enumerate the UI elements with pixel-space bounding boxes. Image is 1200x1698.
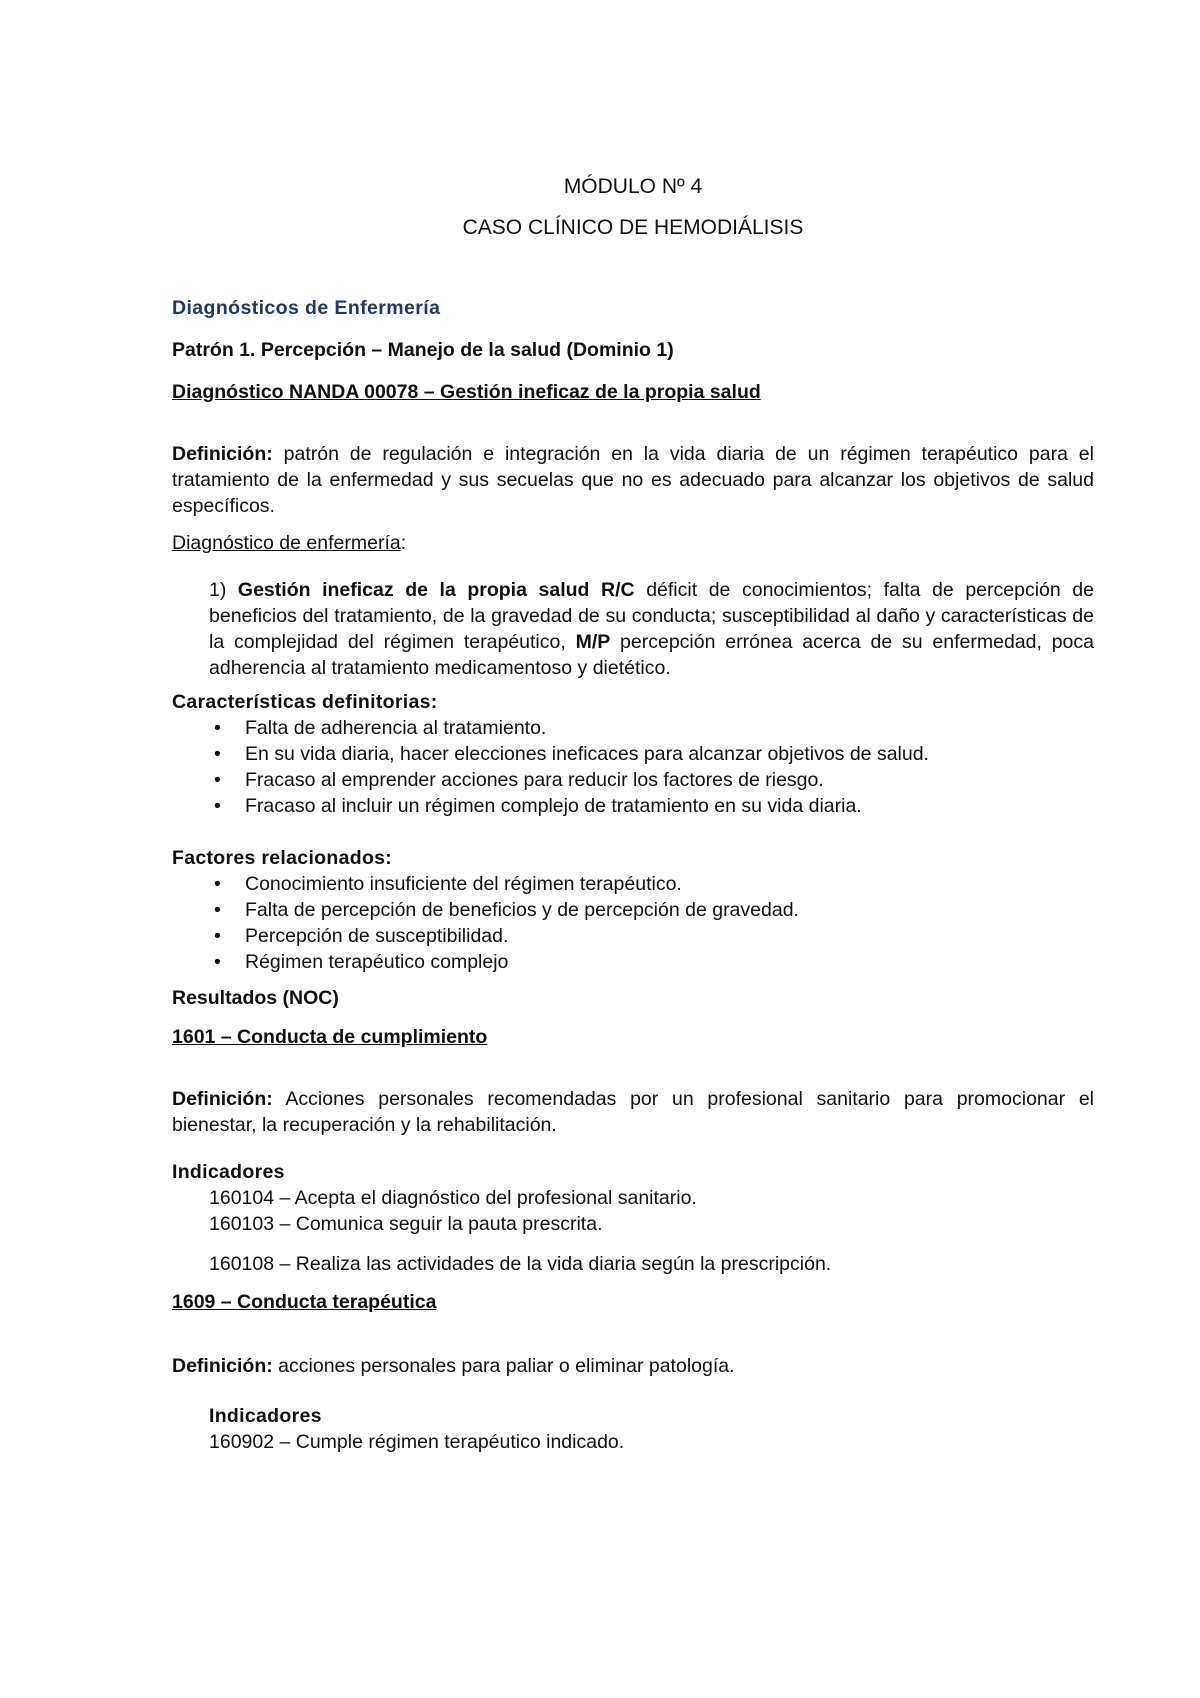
definition-text: patrón de regulación e integración en la vida diaria de un régimen terapéutico para el tratamiento de la enfermedad y sus secuelas que no es adecuado para alcanzar los objetivos de salud específicos. <box>172 443 1094 517</box>
list-item: • En su vida diaria, hacer elecciones ineficaces para alcanzar objetivos de salud. <box>214 743 929 765</box>
nursing-diagnosis-label: Diagnóstico de enfermería <box>172 532 401 554</box>
list-item: • Régimen terapéutico complejo <box>214 951 509 973</box>
noc1-definition <box>172 1086 1094 1138</box>
list-item: • Fracaso al incluir un régimen complejo de tratamiento en su vida diaria. <box>214 795 862 817</box>
bullet-icon: • <box>214 951 221 973</box>
definition-label: Definición: <box>172 443 273 465</box>
noc1-indicators-heading: Indicadores <box>172 1161 285 1183</box>
related-factors-heading: Factores relacionados: <box>172 847 393 869</box>
noc2-indicator: 160902 – Cumple régimen terapéutico indicado. <box>209 1431 625 1453</box>
section-heading: Diagnósticos de Enfermería <box>172 297 441 319</box>
noc1-indicator: 160104 – Acepta el diagnóstico del profesional sanitario. <box>209 1187 697 1209</box>
nursing-diagnosis-item <box>209 577 1094 681</box>
list-item: • Fracaso al emprender acciones para reducir los factores de riesgo. <box>214 769 824 791</box>
noc1-definition-label: Definición: <box>172 1088 273 1110</box>
noc2-definition-label: Definición: <box>172 1355 273 1377</box>
list-item: • Falta de percepción de beneficios y de percepción de gravedad. <box>214 899 799 921</box>
bullet-icon: • <box>214 769 221 791</box>
noc1-heading: 1601 – Conducta de cumplimiento <box>172 1026 488 1048</box>
noc1-indicator: 160103 – Comunica seguir la pauta prescrita. <box>209 1213 603 1235</box>
list-item: • Percepción de susceptibilidad. <box>214 925 509 947</box>
bullet-icon: • <box>214 795 221 817</box>
list-item: • Conocimiento insuficiente del régimen terapéutico. <box>214 873 682 895</box>
nursing-diagnosis-item-body <box>209 577 1094 681</box>
bullet-icon: • <box>214 743 221 765</box>
nursing-diagnosis-item-bold2: M/P <box>575 631 611 653</box>
nursing-diagnosis-item-text2: percepción errónea acerca de su enfermedad, poca adherencia al tratamiento medicamentoso y dietético. <box>209 631 1094 679</box>
case-title: CASO CLÍNICO DE HEMODIÁLISIS <box>462 216 804 239</box>
definition-paragraph <box>172 441 1094 519</box>
bullet-icon: • <box>214 873 221 895</box>
bullet-icon: • <box>214 925 221 947</box>
nursing-diagnosis-item-bold: Gestión ineficaz de la propia salud R/C <box>237 579 635 601</box>
list-item: • Falta de adherencia al tratamiento. <box>214 717 547 739</box>
module-title: MÓDULO Nº 4 <box>563 175 703 198</box>
noc2-indicators-heading: Indicadores <box>209 1405 322 1427</box>
bullet-icon: • <box>214 717 221 739</box>
nursing-diagnosis-item-text1: déficit de conocimientos; falta de percepción de beneficios del tratamiento, de la gravedad de su conducta; susceptibilidad al daño y características de la complejidad del régimen terapéutico, <box>209 579 1094 653</box>
nursing-diagnosis-label-line <box>172 530 1094 556</box>
document-body <box>172 172 1094 1455</box>
pattern-heading: Patrón 1. Percepción – Manejo de la salud (Dominio 1) <box>172 339 674 361</box>
noc1-indicator: 160108 – Realiza las actividades de la vida diaria según la prescripción. <box>209 1253 832 1275</box>
defining-characteristics-heading: Características definitorias: <box>172 691 438 713</box>
defining-characteristics-list <box>172 715 1094 819</box>
noc1-definition-text: Acciones personales recomendadas por un profesional sanitario para promocionar el bienestar, la recuperación y la rehabilitación. <box>172 1088 1094 1136</box>
related-factors-list <box>172 871 1094 975</box>
noc2-definition <box>172 1353 1094 1379</box>
nursing-diagnosis-colon: : <box>400 532 407 554</box>
nanda-heading: Diagnóstico NANDA 00078 – Gestión ineficaz de la propia salud <box>172 381 761 403</box>
results-heading: Resultados (NOC) <box>172 987 339 1009</box>
noc2-definition-text: acciones personales para paliar o eliminar patología. <box>272 1355 735 1377</box>
nursing-diagnosis-item-number: 1) <box>209 579 227 601</box>
noc2-heading: 1609 – Conducta terapéutica <box>172 1291 437 1313</box>
bullet-icon: • <box>214 899 221 921</box>
